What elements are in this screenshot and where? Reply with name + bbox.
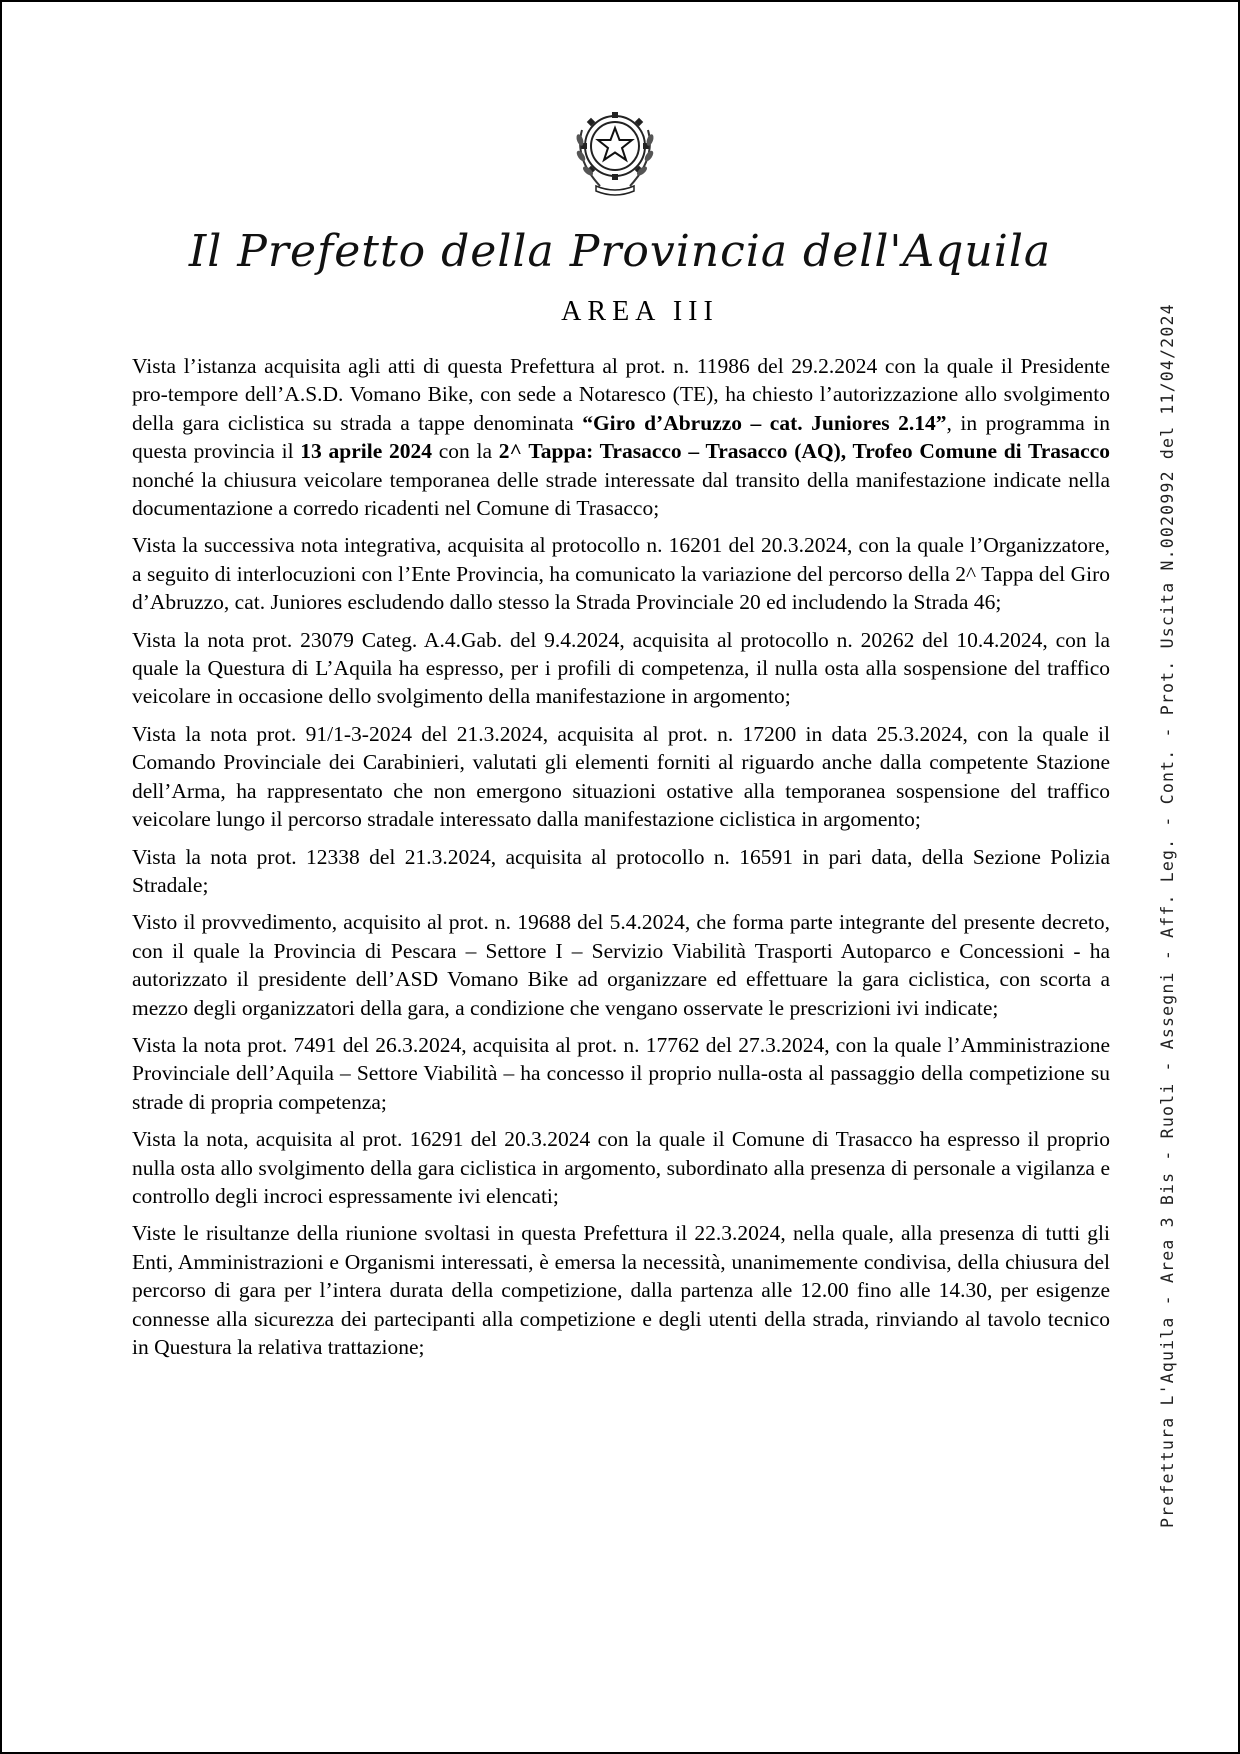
prefetto-title: Il Prefetto della Provincia dell'Aquila (188, 226, 1052, 277)
paragraph (132, 1125, 1110, 1210)
paragraph-text: , in programma in questa provincia il (132, 410, 1110, 464)
bold-text: 13 aprile 2024 (300, 439, 432, 464)
paragraph (132, 1219, 1110, 1361)
paragraph-text: Vista la nota prot. 7491 del 26.3.2024, acquisita al prot. n. 17762 del 27.3.2024, con la quale l’Amministrazione Provinciale dell’Aquila – Settore Viabilità – ha concesso il proprio nulla-osta al passaggio della competizione su strade di propria competenza; (132, 1032, 1110, 1114)
paragraph (132, 908, 1110, 1022)
paragraph-text: con la (432, 439, 499, 464)
paragraph (132, 626, 1110, 711)
paragraph-text: Vista la nota prot. 23079 Categ. A.4.Gab. del 9.4.2024, acquisita al protocollo n. 20262 del 10.4.2024, con la quale la Questura di L’Aquila ha espresso, per i profili di competenza, il nulla osta alla sospensione del traffico veicolare in occasione dello svolgimento della manifestazione in argomento; (132, 627, 1110, 709)
paragraph-text: Visto il provvedimento, acquisito al prot. n. 19688 del 5.4.2024, che forma parte integrante del presente decreto, con il quale la Provincia di Pescara – Settore I – Servizio Viabilità Trasporti Autoparco e Concessioni - ha autorizzato il presidente dell’ASD Vomano Bike ad organizzare ed effettuare la gara ciclistica, con scorta a mezzo degli organizzatori della gara, a condizione che vengano osservate le prescrizioni ivi indicate; (132, 910, 1110, 1020)
paragraph (132, 1031, 1110, 1116)
paragraph-text: Vista la nota prot. 12338 del 21.3.2024, acquisita al protocollo n. 16591 in pari data, della Sezione Polizia Stradale; (132, 844, 1110, 897)
paragraph-text: Vista la nota, acquisita al prot. 16291 del 20.3.2024 con la quale il Comune di Trasacco ha espresso il proprio nulla osta allo svolgimento della gara ciclistica in argomento, subordinato alla presenza di personale a vigilanza e controllo degli incroci espressamente ivi elencati; (132, 1127, 1110, 1208)
protocol-stamp: Prefettura L'Aquila - Area 3 Bis - Ruoli - Assegni - Aff. Leg. - Cont. - Prot. Uscita N.0020992 del 11/04/2024 (1158, 303, 1177, 1528)
paragraph-text: Viste le risultanze della riunione svoltasi in questa Prefettura il 22.3.2024, nella quale, alla presenza di tutti gli Enti, Amministrazioni e Organismi interessati, è emersa la necessità, unanimemente condivisa, della chiusura del percorso di gara per l’intera durata della competizione, dalla partenza alle 12.00 fino alle 14.30, per esigenze connesse alla sicurezza dei partecipanti alla competizione e degli utenti della strada, rinviando al tavolo tecnico in Questura la relativa trattazione; (132, 1221, 1110, 1359)
paragraph (132, 531, 1110, 616)
paragraph-text: Vista la successiva nota integrativa, acquisita al protocollo n. 16201 del 20.3.2024, con la quale l’Organizzatore, a seguito di interlocuzioni con l’Ente Provincia, ha comunicato la variazione del percorso della 2^ Tappa del Giro d’Abruzzo, cat. Juniores escludendo dallo stesso la Strada Provinciale 20 ed includendo la Strada 46; (132, 533, 1110, 615)
paragraph (132, 843, 1110, 900)
paragraph-text: nonché la chiusura veicolare temporanea delle strade interessate dal transito della manifestazione indicate nella documentazione a corredo ricadenti nel Comune di Trasacco; (132, 467, 1110, 521)
area-heading: AREA III (561, 296, 719, 327)
bold-text: “Giro d’Abruzzo – cat. Juniores 2.14” (582, 410, 947, 435)
paragraph-text: Vista l’istanza acquisita agli atti di questa Prefettura al prot. n. 11986 del 29.2.2024 con la quale il Presidente pro-tempore dell’A.S.D. Vomano Bike, con sede a Notaresco (TE), ha chiesto l’autorizzazione allo svolgimento della gara ciclistica su strada a tappe denominata (132, 354, 1110, 435)
paragraph (132, 352, 1110, 522)
document-body (132, 352, 1110, 1370)
bold-text: 2^ Tappa: Trasacco – Trasacco (AQ), Trofeo Comune di Trasacco (498, 439, 1110, 464)
italian-republic-emblem-icon (570, 100, 660, 196)
paragraph-text: Vista la nota prot. 91/1-3-2024 del 21.3.2024, acquisita al prot. n. 17200 in data 25.3.2024, con la quale il Comando Provinciale dei Carabinieri, valutati gli elementi forniti al riguardo anche dalla competente Stazione dell’Arma, ha rappresentato che non emergono situazioni ostative alla temporanea sospensione del traffico veicolare lungo il percorso stradale interessato dalla manifestazione ciclistica in argomento; (132, 721, 1110, 832)
paragraph (132, 720, 1110, 834)
